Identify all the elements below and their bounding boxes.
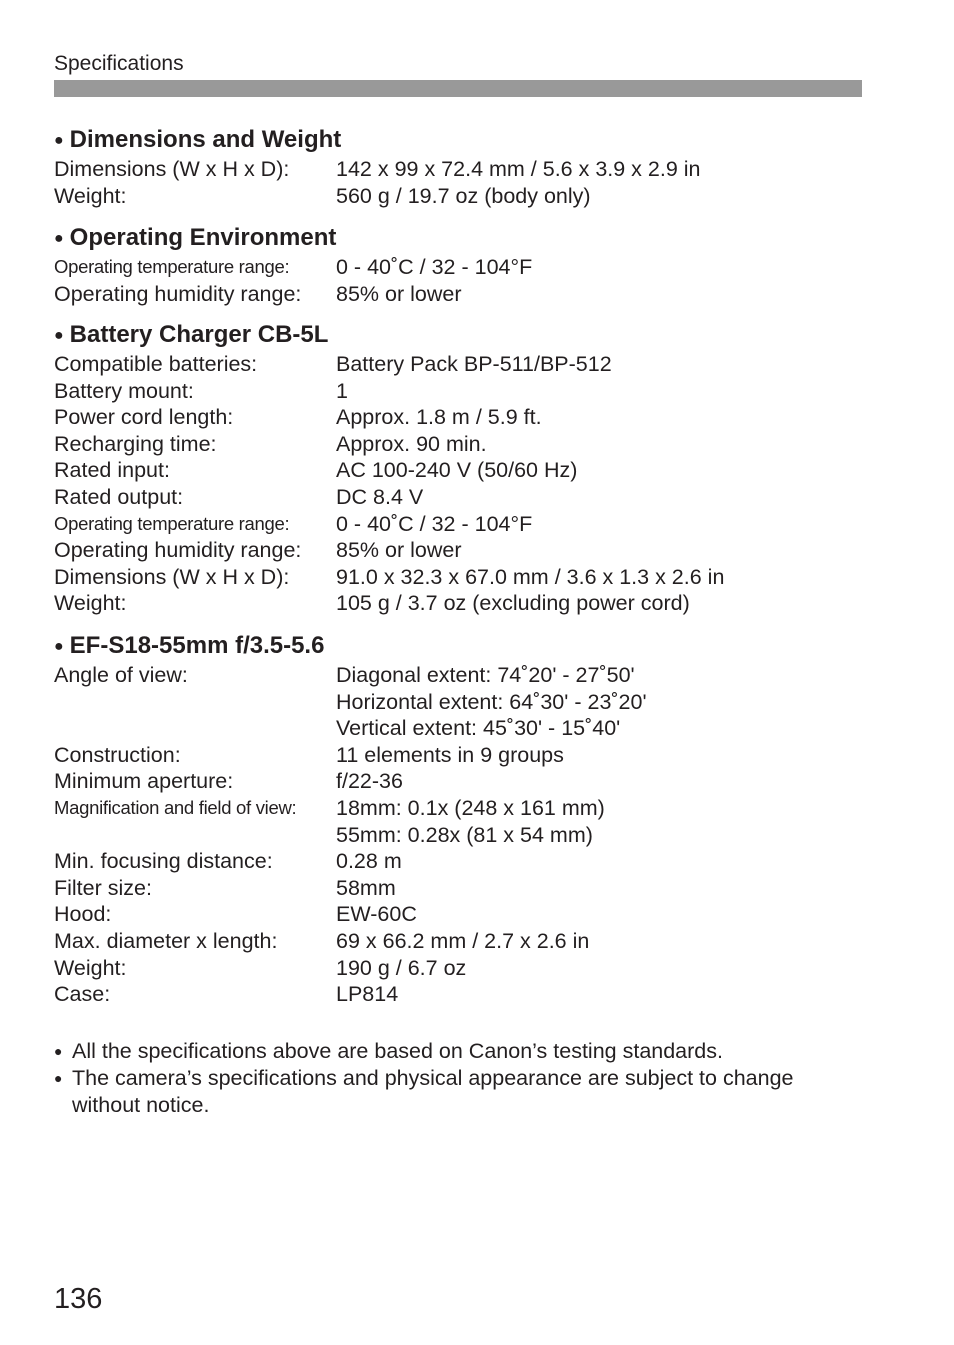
spec-row: [54, 768, 862, 795]
spec-row: [54, 183, 862, 210]
section-title-text: Battery Charger CB-5L: [69, 321, 329, 348]
spec-value: Vertical extent: 45˚30' - 15˚40': [336, 716, 621, 741]
spec-value: Approx. 1.8 m / 5.9 ft.: [336, 405, 542, 430]
spec-label: Operating temperature range:: [54, 512, 290, 534]
note-text: All the specifications above are based on Canon’s testing standards.: [72, 1039, 723, 1063]
page-number: 136: [54, 1283, 103, 1315]
bullet-icon: ●: [54, 1070, 63, 1086]
bullet-icon: ●: [54, 230, 64, 247]
spec-row: [54, 689, 862, 716]
spec-section: [54, 123, 862, 209]
spec-value: 11 elements in 9 groups: [336, 742, 564, 767]
spec-value: EW-60C: [336, 902, 417, 927]
spec-label: Construction:: [54, 742, 181, 767]
spec-row: [54, 564, 862, 591]
spec-value: Diagonal extent: 74˚20' - 27˚50': [336, 663, 635, 687]
section-title: [54, 221, 862, 254]
spec-row: [54, 281, 862, 308]
note-item: [54, 1065, 854, 1119]
bullet-icon: ●: [54, 1043, 63, 1059]
spec-value: 0 - 40˚C / 32 - 104°F: [336, 255, 533, 279]
spec-label: Weight:: [54, 591, 127, 616]
spec-row: [54, 848, 862, 875]
spec-row: [54, 254, 862, 281]
spec-row: [54, 351, 862, 378]
header-label: Specifications: [54, 52, 184, 75]
spec-row: [54, 457, 862, 484]
spec-section: [54, 629, 862, 1008]
spec-label: Max. diameter x length:: [54, 928, 278, 953]
spec-row: [54, 901, 862, 928]
spec-label: Battery mount:: [54, 378, 194, 403]
spec-row: [54, 928, 862, 955]
spec-row: [54, 662, 862, 689]
spec-row: [54, 537, 862, 564]
spec-value: 58mm: [336, 875, 396, 900]
spec-label: Angle of view:: [54, 663, 188, 687]
spec-label: Compatible batteries:: [54, 352, 258, 376]
spec-value: 0.28 m: [336, 849, 402, 874]
bullet-icon: ●: [54, 638, 64, 655]
spec-value: 18mm: 0.1x (248 x 161 mm): [336, 795, 605, 820]
spec-label: Hood:: [54, 902, 112, 927]
spec-label: Dimensions (W x H x D):: [54, 157, 290, 181]
spec-value: 85% or lower: [336, 538, 462, 563]
section-title: [54, 123, 862, 156]
spec-section: [54, 318, 862, 617]
spec-label: Weight:: [54, 955, 127, 980]
spec-section: [54, 221, 862, 307]
spec-row: [54, 156, 862, 183]
spec-label: Rated output:: [54, 484, 184, 509]
spec-label: Recharging time:: [54, 431, 217, 456]
spec-label: Operating temperature range:: [54, 256, 290, 277]
spec-label: Operating humidity range:: [54, 538, 302, 563]
spec-row: [54, 715, 862, 742]
spec-value: 0 - 40˚C / 32 - 104°F: [336, 511, 533, 536]
section-title-text: Dimensions and Weight: [69, 126, 342, 153]
spec-row: [54, 742, 862, 769]
spec-value: 1: [336, 378, 348, 403]
spec-value: 85% or lower: [336, 281, 462, 306]
section-title: [54, 318, 862, 351]
spec-label: Rated input:: [54, 458, 170, 483]
note-item: [54, 1038, 854, 1065]
spec-row: [54, 981, 862, 1008]
spec-row: [54, 590, 862, 617]
spec-value: 190 g / 6.7 oz: [336, 955, 467, 980]
section-title-text: Operating Environment: [69, 224, 337, 251]
spec-value: 69 x 66.2 mm / 2.7 x 2.6 in: [336, 928, 590, 953]
spec-row: [54, 378, 862, 405]
spec-row: [54, 404, 862, 431]
spec-label: Dimensions (W x H x D):: [54, 564, 290, 589]
spec-label: Power cord length:: [54, 405, 234, 430]
header-bar: [54, 80, 862, 97]
spec-row: [54, 795, 862, 822]
spec-value: Battery Pack BP-511/BP-512: [336, 352, 612, 376]
spec-label: Magnification and field of view:: [54, 796, 297, 818]
spec-label: Minimum aperture:: [54, 769, 234, 794]
spec-value: LP814: [336, 982, 399, 1007]
spec-row: [54, 431, 862, 458]
spec-value: Horizontal extent: 64˚30' - 23˚20': [336, 689, 647, 714]
bullet-icon: ●: [54, 132, 64, 149]
spec-value: 142 x 99 x 72.4 mm / 5.6 x 3.9 x 2.9 in: [336, 157, 701, 181]
section-title-text: EF-S18-55mm f/3.5-5.6: [69, 632, 325, 659]
section-title: [54, 629, 862, 662]
spec-row: [54, 822, 862, 849]
spec-value: 560 g / 19.7 oz (body only): [336, 183, 591, 208]
notes: [54, 1038, 854, 1119]
spec-value: Approx. 90 min.: [336, 431, 487, 456]
spec-value: AC 100-240 V (50/60 Hz): [336, 458, 578, 483]
spec-label: Case:: [54, 982, 111, 1007]
spec-row: [54, 875, 862, 902]
spec-value: DC 8.4 V: [336, 484, 424, 509]
spec-value: 91.0 x 32.3 x 67.0 mm / 3.6 x 1.3 x 2.6 in: [336, 564, 725, 589]
spec-label: Min. focusing distance:: [54, 849, 273, 874]
spec-label: Operating humidity range:: [54, 281, 302, 306]
note-text: The camera’s specifications and physical appearance are subject to change without notice.: [72, 1066, 794, 1117]
spec-row: [54, 955, 862, 982]
spec-label: Weight:: [54, 183, 127, 208]
bullet-icon: ●: [54, 327, 64, 344]
spec-row: [54, 484, 862, 511]
spec-value: 55mm: 0.28x (81 x 54 mm): [336, 822, 593, 847]
spec-label: Filter size:: [54, 875, 152, 900]
spec-row: [54, 511, 862, 538]
spec-value: f/22-36: [336, 769, 403, 794]
spec-value: 105 g / 3.7 oz (excluding power cord): [336, 591, 690, 616]
